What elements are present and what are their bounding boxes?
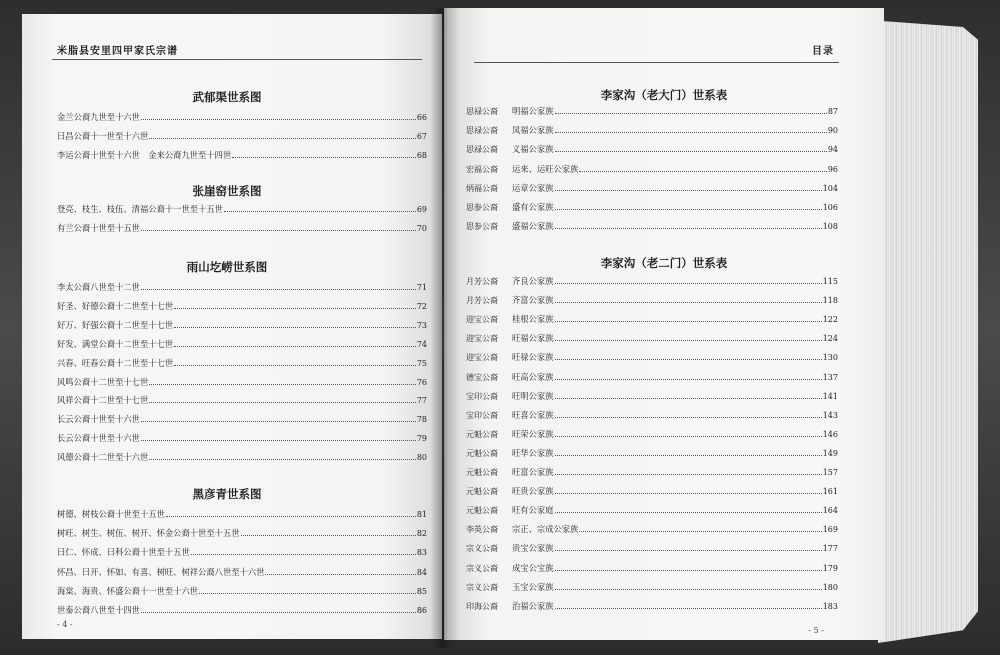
- toc-entry-page-number: 66: [416, 113, 427, 122]
- toc-entry-ancestor: 宗义公裔: [466, 563, 498, 573]
- section-title: 李家沟（老大门）世系表: [600, 88, 728, 102]
- dot-leader: [224, 210, 416, 212]
- toc-entry-title: 运来、运旺公家族: [512, 163, 579, 174]
- toc-entry: [57, 394, 427, 406]
- toc-entry-page-number: 161: [822, 487, 838, 497]
- toc-entry-ancestor: 思禄公裔: [466, 126, 498, 136]
- dot-leader: [141, 288, 416, 290]
- toc-entry-page-number: 141: [822, 391, 838, 401]
- toc-entry: [57, 508, 427, 520]
- dot-leader: [149, 137, 416, 139]
- toc-entry-title: 曰昌公裔十一世至十六世: [57, 131, 149, 141]
- dot-leader: [141, 229, 416, 231]
- toc-entry: [466, 105, 838, 117]
- dot-leader: [141, 439, 416, 441]
- toc-entry-title: 玉宝公家族: [512, 581, 554, 592]
- toc-entry-page-number: 137: [822, 372, 838, 382]
- toc-entry-ancestor: 思禄公裔: [466, 107, 498, 116]
- toc-entry: [57, 319, 427, 331]
- toc-entry-title: 李运公裔十世至十六世 金来公裔九世至十四世: [57, 150, 232, 160]
- section-title: 张崖窑世系图: [192, 184, 262, 198]
- toc-entry-page-number: 94: [827, 145, 838, 155]
- toc-entry-page-number: 90: [827, 126, 838, 136]
- toc-entry: [466, 332, 838, 344]
- dot-leader: [232, 156, 416, 158]
- toc-entry: [466, 562, 838, 574]
- toc-entry-title: 凤福公家族: [512, 125, 554, 136]
- toc-entry: [466, 182, 838, 194]
- toc-entry-page-number: 108: [822, 222, 838, 232]
- left-page: [22, 14, 442, 639]
- left-folio: - 4 -: [57, 620, 73, 629]
- toc-entry-page-number: 180: [822, 582, 838, 592]
- dot-leader: [141, 118, 416, 120]
- dot-leader: [199, 592, 416, 594]
- toc-entry: [57, 546, 427, 558]
- dot-leader: [555, 454, 822, 456]
- toc-entry-title: 风鸣公裔十二世至十七世: [57, 376, 149, 387]
- toc-entry: [57, 149, 427, 161]
- toc-entry-page-number: 78: [416, 415, 427, 425]
- toc-entry: [466, 201, 838, 213]
- toc-entry: [57, 222, 427, 234]
- dot-leader: [174, 364, 416, 366]
- dot-leader: [555, 397, 822, 399]
- toc-entry: [57, 130, 427, 142]
- toc-entry-page-number: 157: [822, 468, 838, 477]
- toc-entry-title: 旺高公家族: [512, 371, 554, 382]
- dot-leader: [149, 458, 416, 460]
- dot-leader: [174, 345, 416, 347]
- toc-entry: [466, 504, 838, 516]
- toc-entry-title: 齐富公家族: [512, 295, 554, 306]
- toc-entry-title: 旺禄公家族: [512, 352, 554, 363]
- toc-entry-page-number: 124: [822, 334, 838, 344]
- dot-leader: [141, 420, 416, 422]
- dot-leader: [555, 569, 822, 571]
- toc-entry: [57, 338, 427, 350]
- dot-leader: [555, 473, 822, 475]
- toc-entry-title: 好圣、好德公裔十二世至十七世: [57, 300, 174, 311]
- toc-entry: [466, 351, 838, 363]
- toc-entry: [57, 203, 427, 215]
- toc-entry: [57, 451, 427, 463]
- left-running-head: 米脂县安里四甲家氏宗谱: [57, 46, 178, 57]
- toc-entry-page-number: 118: [822, 296, 838, 306]
- toc-entry: [466, 523, 838, 535]
- toc-entry: [466, 124, 838, 136]
- toc-entry: [466, 220, 838, 232]
- toc-entry-ancestor: 德宝公裔: [466, 372, 498, 382]
- toc-entry-page-number: 83: [416, 548, 427, 558]
- toc-entry-ancestor: 李英公裔: [466, 525, 498, 535]
- toc-entry-title: 治福公家族: [512, 600, 554, 611]
- toc-entry-title: 旺贵公家族: [512, 486, 554, 497]
- toc-entry: [466, 447, 838, 459]
- dot-leader: [191, 553, 416, 555]
- toc-entry: [57, 585, 427, 597]
- toc-entry-page-number: 76: [416, 377, 427, 387]
- toc-entry-title: 风祥公裔十二世至十七世: [57, 395, 149, 406]
- dot-leader: [555, 131, 827, 133]
- right-running-head: 目录: [812, 46, 834, 57]
- dot-leader: [555, 416, 822, 418]
- toc-entry: [466, 390, 838, 402]
- dot-leader: [555, 227, 822, 229]
- toc-entry-page-number: 72: [416, 301, 427, 311]
- dot-leader: [555, 339, 822, 341]
- dot-leader: [555, 435, 822, 437]
- toc-entry-title: 长云公裔十世至十六世: [57, 433, 140, 444]
- toc-entry-ancestor: 元魁公裔: [466, 448, 498, 458]
- toc-entry-page-number: 74: [416, 339, 427, 349]
- toc-entry-page-number: 68: [416, 151, 427, 160]
- toc-entry-page-number: 183: [822, 601, 838, 611]
- toc-entry-ancestor: 思参公裔: [466, 203, 498, 212]
- toc-entry-title: 旺有公家庭: [512, 505, 554, 516]
- toc-entry-title: 树德、树枝公裔十世至十五世: [57, 509, 165, 519]
- toc-entry-title: 兴春、旺春公裔十二世至十七世: [57, 357, 174, 368]
- toc-entry-page-number: 70: [416, 224, 427, 233]
- toc-entry-page-number: 86: [416, 606, 427, 615]
- toc-entry: [57, 357, 427, 369]
- toc-entry-title: 有兰公裔十世至十五世: [57, 223, 140, 233]
- right-head-rule: [474, 62, 839, 63]
- toc-entry-title: 盛福公家族: [512, 221, 554, 232]
- toc-entry-page-number: 122: [822, 315, 838, 325]
- dot-leader: [555, 588, 822, 590]
- toc-entry-page-number: 67: [416, 132, 427, 141]
- dot-leader: [579, 530, 821, 532]
- toc-entry-title: 怀昌、曰开、怀如、有喜、树旺、树祥公裔八世至十六世: [57, 566, 265, 577]
- toc-entry-page-number: 84: [416, 567, 427, 577]
- toc-entry-title: 金兰公裔九世至十六世: [57, 112, 140, 122]
- toc-entry: [466, 371, 838, 383]
- toc-entry: [466, 428, 838, 440]
- toc-entry-title: 风德公裔十二世至十六世: [57, 452, 149, 463]
- dot-leader: [555, 358, 822, 360]
- toc-entry: [57, 300, 427, 312]
- toc-entry-ancestor: 思参公裔: [466, 222, 498, 232]
- dot-leader: [555, 112, 827, 114]
- section-title: 武郁渠世系图: [192, 90, 262, 104]
- left-head-rule: [52, 59, 422, 60]
- toc-entry-title: 树旺、树生、树伍、树开、怀金公裔十世至十五世: [57, 528, 240, 539]
- toc-entry-ancestor: 炳福公裔: [466, 183, 498, 193]
- toc-entry: [57, 111, 427, 123]
- toc-entry-title: 好万、好强公裔十二世至十七世: [57, 319, 174, 330]
- right-page: [444, 8, 884, 640]
- toc-entry: [57, 376, 427, 388]
- toc-entry-page-number: 104: [822, 183, 838, 193]
- toc-entry-title: 齐良公家族: [512, 276, 554, 286]
- toc-entry-title: 海棠、海贵、怀盛公裔十一世至十六世: [57, 585, 199, 596]
- dot-leader: [149, 401, 416, 403]
- toc-entry-page-number: 130: [822, 353, 838, 363]
- toc-entry: [57, 604, 427, 616]
- dot-leader: [579, 170, 826, 172]
- toc-entry-title: 李太公裔八世至十二世: [57, 282, 140, 292]
- toc-entry-title: 宗正、宗成公家族: [512, 524, 579, 535]
- toc-entry-page-number: 69: [416, 205, 427, 214]
- dot-leader: [174, 326, 416, 328]
- toc-entry-ancestor: 元魁公裔: [466, 487, 498, 497]
- toc-entry: [466, 542, 838, 554]
- toc-entry-page-number: 106: [822, 203, 838, 212]
- toc-entry: [466, 485, 838, 497]
- toc-entry-title: 贵宝公家族: [512, 543, 554, 554]
- toc-entry-page-number: 96: [827, 164, 838, 174]
- toc-entry-page-number: 79: [416, 434, 427, 444]
- toc-entry: [466, 143, 838, 155]
- toc-entry-title: 曰仁、怀成、曰科公裔十世至十五世: [57, 547, 190, 558]
- toc-entry-page-number: 77: [416, 396, 427, 406]
- toc-entry-page-number: 73: [416, 320, 427, 330]
- dot-leader: [166, 515, 416, 517]
- dot-leader: [555, 607, 822, 609]
- toc-entry: [57, 527, 427, 539]
- dot-leader: [174, 307, 416, 309]
- toc-entry-ancestor: 迎宝公裔: [466, 353, 498, 363]
- toc-entry-ancestor: 月芳公裔: [466, 296, 498, 306]
- toc-entry-ancestor: 思禄公裔: [466, 145, 498, 155]
- toc-entry-title: 明福公家族: [512, 106, 554, 116]
- toc-entry-title: 桂根公家族: [512, 314, 554, 325]
- toc-entry-title: 长云公裔十世至十六世: [57, 414, 140, 425]
- toc-entry-page-number: 143: [822, 410, 838, 420]
- dot-leader: [555, 320, 822, 322]
- toc-entry-ancestor: 迎宝公裔: [466, 334, 498, 344]
- toc-entry-title: 旺喜公家族: [512, 409, 554, 420]
- toc-entry-title: 盛有公家族: [512, 202, 554, 212]
- dot-leader: [241, 534, 416, 536]
- dot-leader: [149, 383, 416, 385]
- toc-entry: [466, 600, 838, 612]
- section-title: 黑彦青世系图: [192, 487, 262, 501]
- toc-entry-ancestor: 宝印公裔: [466, 410, 498, 420]
- toc-entry: [466, 294, 838, 306]
- toc-entry: [57, 281, 427, 293]
- toc-entry-ancestor: 宗义公裔: [466, 544, 498, 554]
- toc-entry-ancestor: 宗义公裔: [466, 582, 498, 592]
- toc-entry-page-number: 169: [822, 525, 838, 535]
- toc-entry-ancestor: 宏福公裔: [466, 164, 498, 174]
- toc-entry-page-number: 81: [416, 510, 427, 519]
- right-folio: - 5 -: [808, 626, 824, 635]
- dot-leader: [555, 549, 822, 551]
- toc-entry-title: 义福公家族: [512, 144, 554, 155]
- toc-entry-page-number: 164: [822, 506, 838, 516]
- toc-entry-page-number: 80: [416, 453, 427, 463]
- toc-entry-ancestor: 元魁公裔: [466, 429, 498, 439]
- toc-entry: [466, 466, 838, 478]
- toc-entry-page-number: 149: [822, 448, 838, 458]
- toc-entry-title: 登亮、枝生、枝伍、清福公裔十一世至十五世: [57, 204, 223, 214]
- dot-leader: [555, 301, 822, 303]
- toc-entry: [466, 409, 838, 421]
- toc-entry: [466, 581, 838, 593]
- dot-leader: [555, 492, 822, 494]
- dot-leader: [555, 150, 827, 152]
- toc-entry-title: 旺华公家族: [512, 447, 554, 458]
- toc-entry-title: 好发、满堂公裔十二世至十七世: [57, 338, 174, 349]
- toc-entry: [57, 413, 427, 425]
- toc-entry: [57, 432, 427, 444]
- toc-entry-page-number: 177: [822, 544, 838, 554]
- toc-entry-page-number: 146: [822, 429, 838, 439]
- dot-leader: [555, 208, 822, 210]
- toc-entry-page-number: 85: [416, 586, 427, 596]
- toc-entry-title: 旺荣公家族: [512, 428, 554, 439]
- toc-entry-page-number: 179: [822, 563, 838, 573]
- section-title: 雨山圪崂世系图: [186, 260, 268, 274]
- toc-entry-ancestor: 元魁公裔: [466, 506, 498, 516]
- toc-entry-title: 运章公家族: [512, 182, 554, 193]
- page-edges: [878, 8, 978, 643]
- toc-entry-page-number: 82: [416, 529, 427, 539]
- dot-leader: [555, 189, 822, 191]
- dot-leader: [555, 511, 822, 513]
- spine-shadow: [430, 8, 460, 648]
- toc-entry-page-number: 75: [416, 358, 427, 368]
- toc-entry-title: 成宝公宝族: [512, 562, 554, 573]
- toc-entry-title: 旺富公家族: [512, 467, 554, 477]
- toc-entry-title: 旺明公家族: [512, 390, 554, 401]
- toc-entry-title: 世泰公裔八世至十四世: [57, 605, 140, 615]
- toc-entry-ancestor: 元魁公裔: [466, 468, 498, 477]
- toc-entry-ancestor: 迎宝公裔: [466, 315, 498, 325]
- toc-entry: [57, 566, 427, 578]
- toc-entry: [466, 163, 838, 175]
- toc-entry-ancestor: 月芳公裔: [466, 277, 498, 286]
- toc-entry: [466, 313, 838, 325]
- dot-leader: [555, 282, 822, 284]
- toc-entry: [466, 275, 838, 287]
- dot-leader: [265, 573, 415, 575]
- section-title: 李家沟（老二门）世系表: [600, 256, 728, 270]
- dot-leader: [555, 378, 822, 380]
- toc-entry-title: 旺福公家族: [512, 333, 554, 344]
- toc-entry-page-number: 71: [416, 283, 427, 292]
- toc-entry-ancestor: 印海公裔: [466, 601, 498, 611]
- toc-entry-page-number: 87: [827, 107, 838, 116]
- dot-leader: [141, 611, 416, 613]
- toc-entry-ancestor: 宝印公裔: [466, 391, 498, 401]
- toc-entry-page-number: 115: [822, 277, 838, 286]
